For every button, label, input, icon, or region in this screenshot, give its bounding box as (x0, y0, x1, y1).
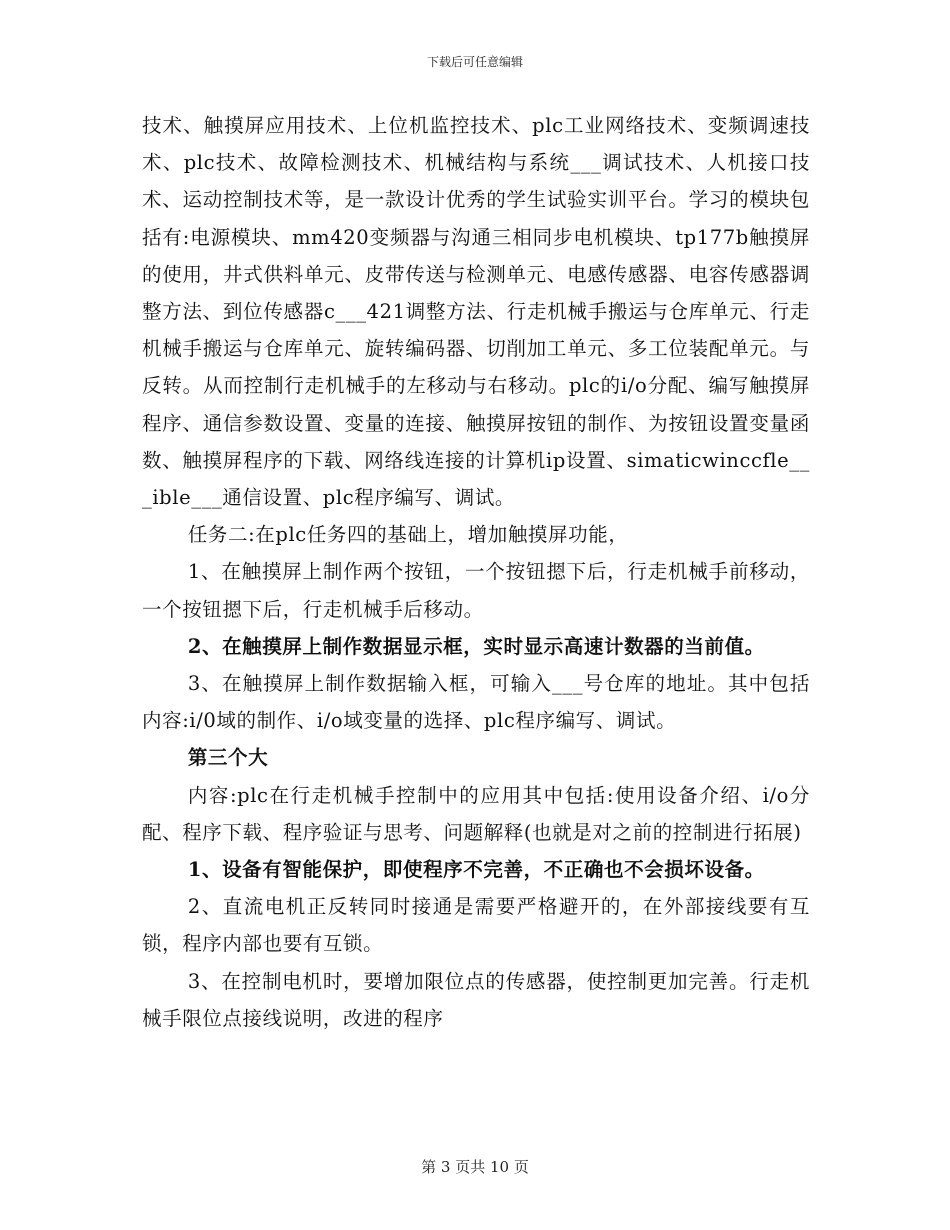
task-two-item-1: 1、在触摸屏上制作两个按钮，一个按钮摁下后，行走机械手前移动，一个按钮摁下后，行走机械手后移动。 (142, 560, 810, 621)
task-two-item-2: 2、在触摸屏上制作数据显示框，实时显示高速计数器的当前值。 (187, 634, 765, 658)
page-header: 下载后可任意编辑 (426, 55, 523, 69)
section-content: 内容:plc在行走机械手控制中的应用其中包括:使用设备介绍、i/o分配、程序下载、程序验证与思考、问题解释(也就是对之前的控制进行拓展) (142, 783, 810, 844)
point-1: 1、设备有智能保护，即使程序不完善，不正确也不会损坏设备。 (187, 858, 765, 882)
body-paragraph-1: 技术、触摸屏应用技术、上位机监控技术、plc工业网络技术、变频调速技术、plc技术、故障检测技术、机械结构与系统___调试技术、人机接口技术、运动控制技术等，是一款设计优秀的学生试验实训平台。学习的模块包括有:电源模块、mm420变频器与沟通三相同步电机模块、tp177b触摸屏的使用，井式供料单元、皮带传送与检测单元、电感传感器、电容传感器调整方法、到位传感器c___421调整方法、行走机械手搬运与仓库单元、行走机械手搬运与仓库单元、旋转编码器、切削加工单元、多工位装配单元。与反转。从而控制行走机械手的左移动与右移动。plc的i/o分配、编写触摸屏程序、通信参数设置、变量的连接、触摸屏按钮的制作、为按钮设置变量函数、触摸屏程序的下载、网络线连接的计算机ip设置、simaticwinccfle___ible___通信设置、plc程序编写、调试。 (142, 114, 810, 510)
task-two-item-3: 3、在触摸屏上制作数据输入框，可输入___号仓库的地址。其中包括内容:i/0域的制作、i/o域变量的选择、plc程序编写、调试。 (142, 672, 810, 733)
point-3: 3、在控制电机时，要增加限位点的传感器，使控制更加完善。行走机械手限位点接线说明，改进的程序 (142, 969, 810, 1030)
section-heading: 第三个大 (187, 746, 269, 770)
task-two-heading: 任务二:在plc任务四的基础上，增加触摸屏功能， (187, 523, 629, 547)
page-footer: 第 3 页共 10 页 (421, 1158, 529, 1176)
document-body (142, 107, 810, 1037)
point-2: 2、直流电机正反转同时接通是需要严格避开的，在外部接线要有互锁，程序内部也要有互锁。 (142, 895, 810, 956)
